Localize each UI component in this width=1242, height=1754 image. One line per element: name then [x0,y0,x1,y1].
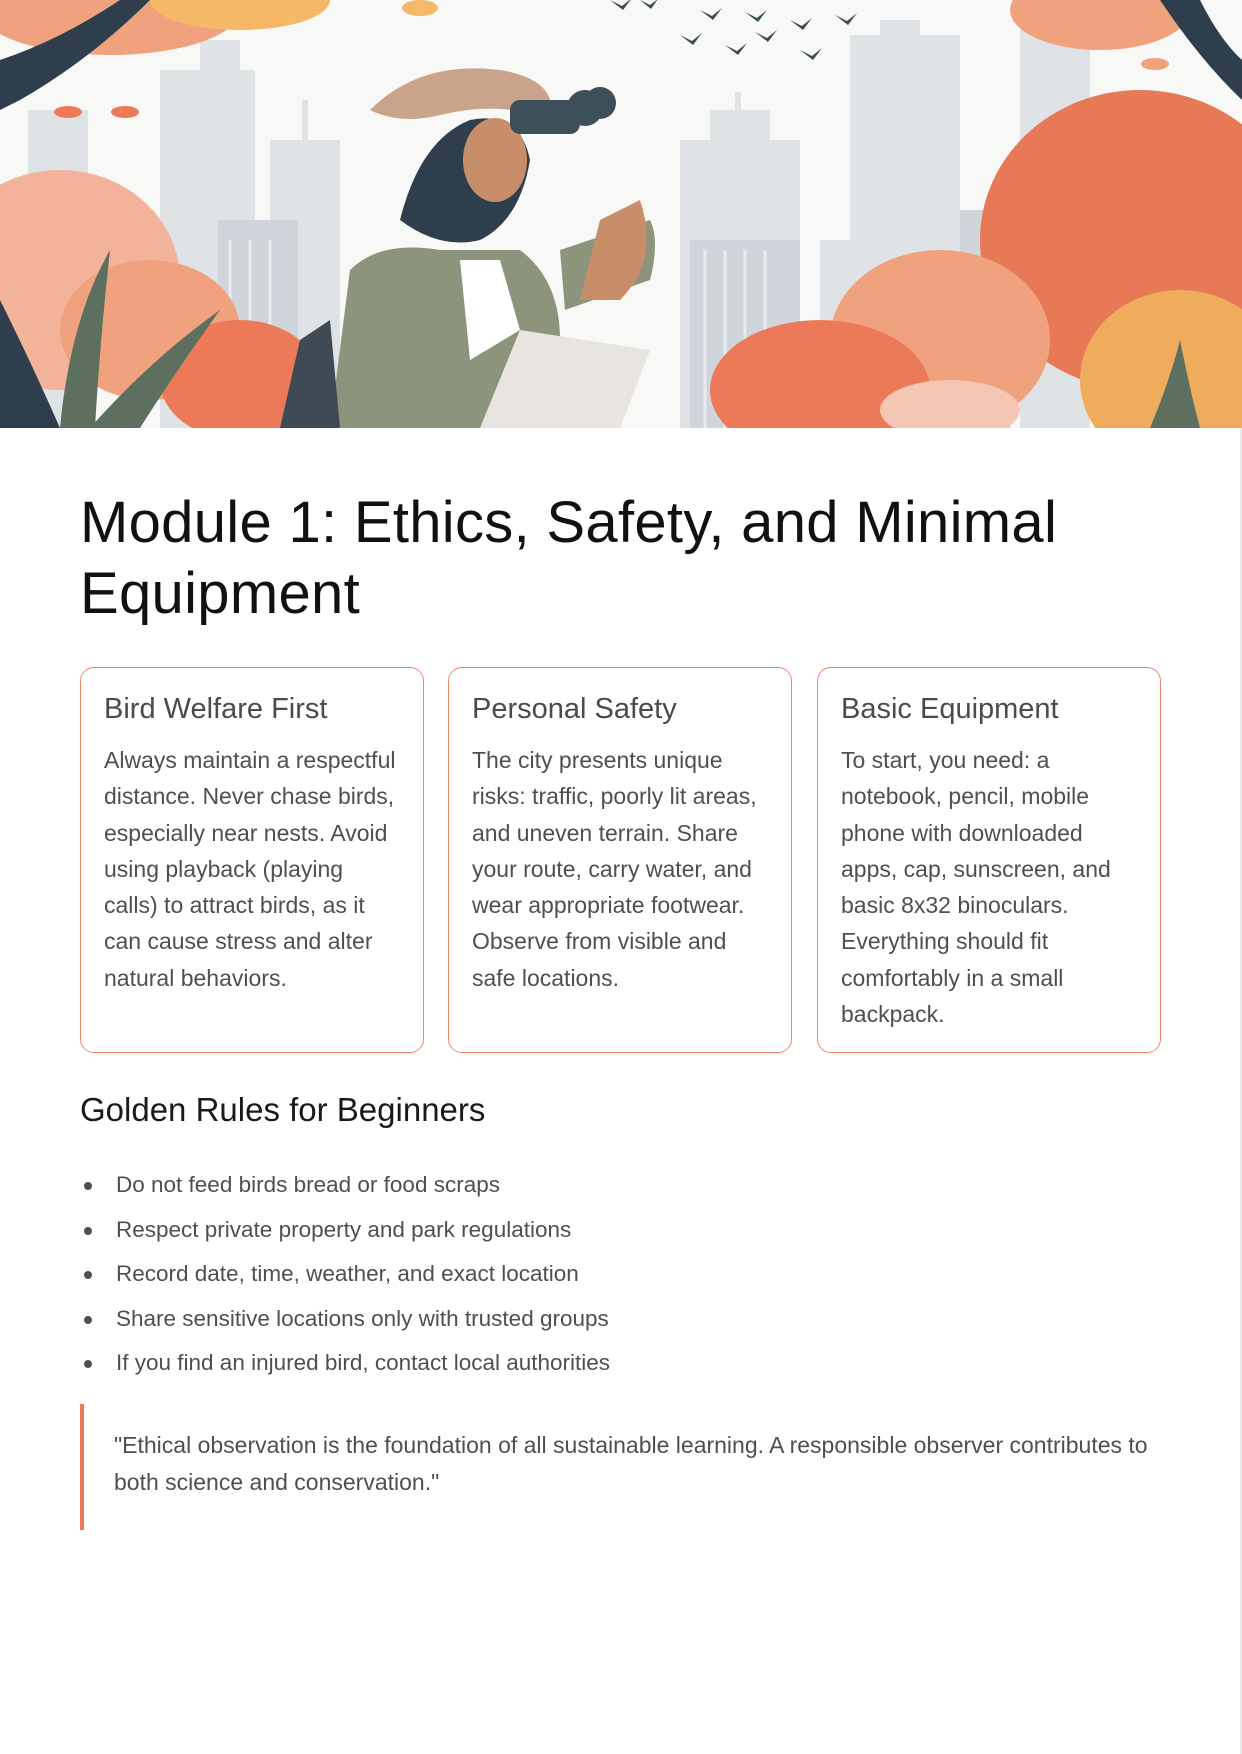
card-basic-equipment [817,667,1161,1053]
list-item-text: Respect private property and park regulations [116,1216,572,1242]
list-item [80,1208,610,1253]
card-heading: Personal Safety [472,693,677,725]
list-item [80,1297,610,1342]
card-body: To start, you need: a notebook, pencil, mobile phone with downloaded apps, cap, sunscreen, and basic 8x32 binoculars. Everything should fit comfortably in a small backpack. [841,747,1111,1028]
bullet-icon [84,1182,92,1190]
card-personal-safety [448,667,792,1053]
list-item-text: Share sensitive locations only with trusted groups [116,1305,609,1331]
list-item-text: Do not feed birds bread or food scraps [116,1172,500,1197]
golden-rules-list [80,1163,610,1386]
bullet-icon [84,1227,92,1235]
list-item-text: Record date, time, weather, and exact location [116,1261,579,1287]
bullet-icon [84,1271,92,1279]
hero-illustration [0,0,1242,428]
quote-text: "Ethical observation is the foundation of all sustainable learning. A responsible observer contributes to both science and conservation." [114,1432,1148,1495]
list-item-text: If you find an injured bird, contact local authorities [116,1350,611,1376]
hero-image [0,0,1242,428]
card-heading: Bird Welfare First [104,693,328,725]
bullet-icon [84,1316,92,1324]
bullet-icon [84,1360,92,1368]
card-body: The city presents unique risks: traffic, poorly lit areas, and uneven terrain. Share your route, carry water, and wear appropriate footwear. Observe from visible and safe locations. [472,747,757,991]
list-item [80,1252,610,1297]
card-bird-welfare [80,667,424,1053]
golden-rules-title: Golden Rules for Beginners [80,1091,486,1128]
card-heading: Basic Equipment [841,693,1059,725]
module-title: Module 1: Ethics, Safety, and Minimal Equipment [80,490,1058,626]
card-body: Always maintain a respectful distance. Never chase birds, especially near nests. Avoid using playback (playing calls) to attract birds, as it can cause stress and alter natural behaviors. [104,747,396,991]
list-item [80,1341,610,1386]
ethics-quote [80,1404,1162,1530]
list-item [80,1163,610,1208]
info-cards [80,667,1162,1055]
